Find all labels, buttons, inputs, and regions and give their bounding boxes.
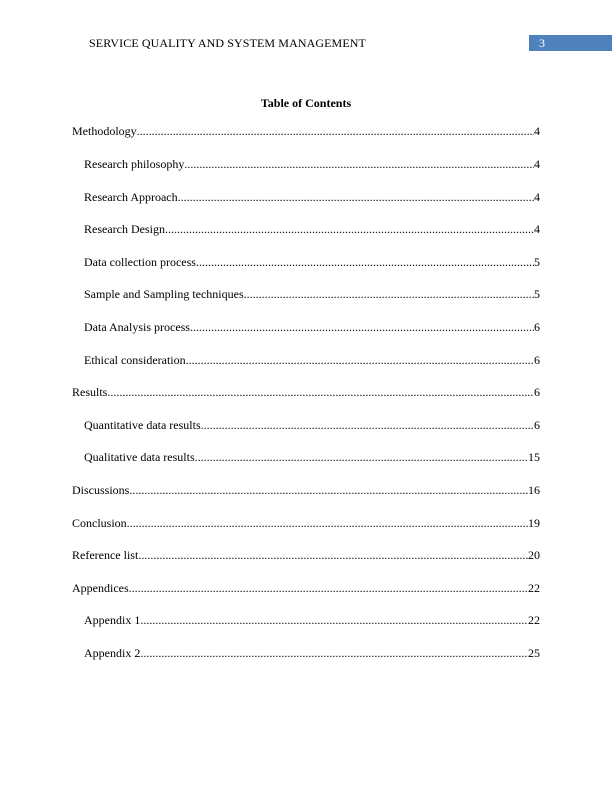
toc-entry-appendices[interactable]	[72, 581, 540, 595]
toc-entry-results[interactable]	[72, 385, 540, 399]
toc-leader	[138, 548, 528, 562]
toc-entry-label: Ethical consideration	[84, 353, 186, 367]
toc-leader	[190, 320, 534, 334]
toc-leader	[140, 646, 528, 660]
toc-leader	[201, 418, 534, 432]
toc-entry-label: Research philosophy	[84, 157, 185, 171]
toc-entry-label: Results	[72, 385, 108, 399]
toc-entry-page: 25	[528, 646, 540, 660]
toc-entry-research-approach[interactable]	[84, 190, 540, 204]
toc-entry-page: 6	[534, 353, 540, 367]
toc-entry-label: Methodology	[72, 124, 137, 138]
toc-entry-page: 5	[534, 255, 540, 269]
toc-entry-appendix-1[interactable]	[84, 613, 540, 627]
toc-entry-page: 16	[528, 483, 540, 497]
toc-leader	[127, 516, 528, 530]
toc-leader	[184, 157, 534, 171]
toc-entry-research-design[interactable]	[84, 222, 540, 236]
toc-entry-label: Data Analysis process	[84, 320, 190, 334]
toc-entry-data-analysis-process[interactable]	[84, 320, 540, 334]
toc-entry-research-philosophy[interactable]	[84, 157, 540, 171]
toc-entry-conclusion[interactable]	[72, 516, 540, 530]
toc-leader	[129, 483, 528, 497]
toc-entry-methodology[interactable]	[72, 124, 540, 138]
toc-entry-page: 22	[528, 613, 540, 627]
toc-entry-discussions[interactable]	[72, 483, 540, 497]
toc-entry-page: 20	[528, 548, 540, 562]
toc-leader	[196, 255, 534, 269]
toc-entry-label: Research Design	[84, 222, 165, 236]
toc-entry-page: 19	[528, 516, 540, 530]
toc-entry-page: 15	[528, 450, 540, 464]
toc-title: Table of Contents	[260, 96, 352, 110]
toc-entry-label: Appendix 2	[84, 646, 141, 660]
toc-entry-label: Data collection process	[84, 255, 196, 269]
toc-entry-ethical-consideration[interactable]	[84, 353, 540, 367]
toc-entry-quantitative-data-results[interactable]	[84, 418, 540, 432]
toc-entry-label: Qualitative data results	[84, 450, 195, 464]
toc-entry-data-collection-process[interactable]	[84, 255, 540, 269]
toc-entry-label: Sample and Sampling techniques	[84, 287, 244, 301]
toc-leader	[186, 353, 534, 367]
page-number-badge: 3	[529, 35, 612, 51]
toc-entry-page: 6	[534, 320, 540, 334]
toc-entry-label: Discussions	[72, 483, 130, 497]
toc-entry-page: 6	[534, 385, 540, 399]
toc-entry-page: 4	[534, 222, 540, 236]
toc-entry-page: 4	[534, 190, 540, 204]
running-head: SERVICE QUALITY AND SYSTEM MANAGEMENT	[89, 36, 366, 50]
toc-entry-label: Appendices	[72, 581, 129, 595]
toc-leader	[165, 222, 534, 236]
toc-leader	[137, 124, 534, 138]
toc-entry-label: Appendix 1	[84, 613, 141, 627]
toc-entry-page: 4	[534, 124, 540, 138]
toc-entry-label: Conclusion	[72, 516, 127, 530]
toc-entry-page: 6	[534, 418, 540, 432]
toc-entry-label: Reference list	[72, 548, 139, 562]
toc-leader	[195, 450, 528, 464]
toc-entry-reference-list[interactable]	[72, 548, 540, 562]
toc-entry-qualitative-data-results[interactable]	[84, 450, 540, 464]
toc-leader	[129, 581, 528, 595]
toc-entry-appendix-2[interactable]	[84, 646, 540, 660]
toc-entry-label: Research Approach	[84, 190, 178, 204]
toc-entry-page: 5	[534, 287, 540, 301]
toc-entry-label: Quantitative data results	[84, 418, 201, 432]
toc-leader	[244, 287, 534, 301]
toc-leader	[140, 613, 528, 627]
toc-entry-page: 22	[528, 581, 540, 595]
toc-entry-sample-and-sampling-techniques[interactable]	[84, 287, 540, 301]
toc-leader	[178, 190, 534, 204]
toc-entry-page: 4	[534, 157, 540, 171]
toc-leader	[107, 385, 534, 399]
